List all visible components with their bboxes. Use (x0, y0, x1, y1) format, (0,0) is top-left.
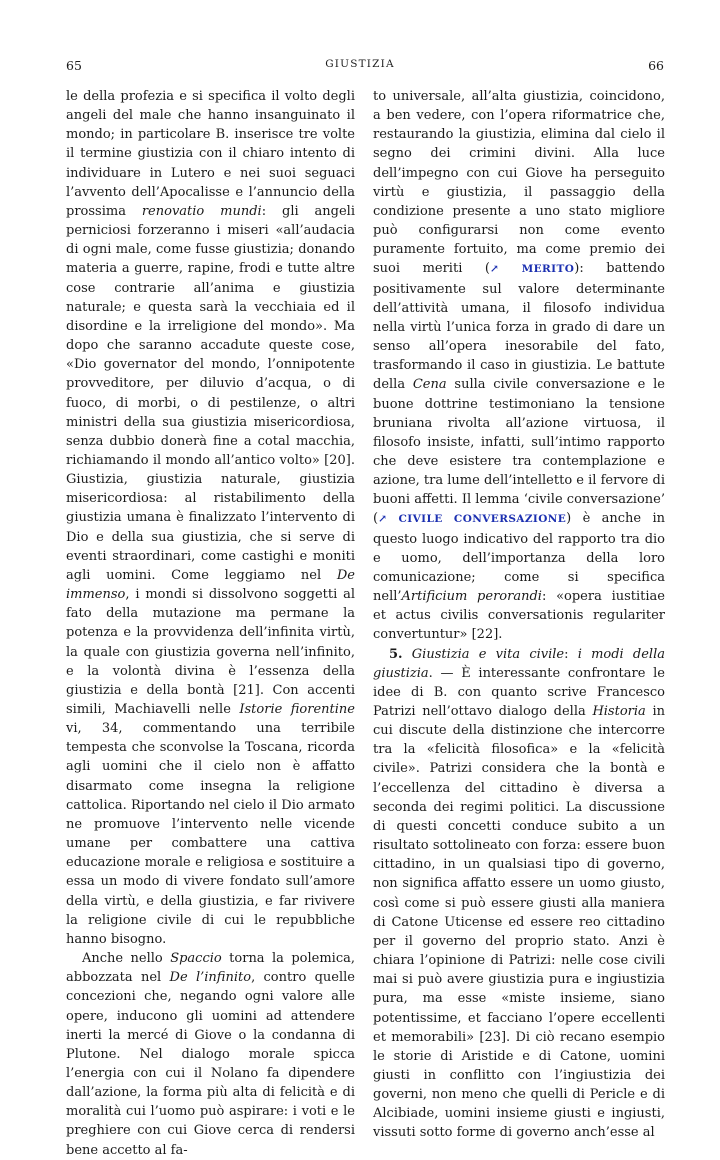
text-run: ): battendo positivamente sul valore determinante dell’attività umana, il filosofo individua nella virtù l’unica forza in grado di dare un senso all’opera inesorabile del fato, trasformando il caso in giustizia. Le battute della (373, 261, 665, 393)
cross-reference-link-civile-conversazione[interactable]: ↗ CIVILE CONVERSAZIONE (378, 513, 567, 526)
right-text-column (373, 87, 665, 1143)
cross-reference-link-merito[interactable]: ↗ MERITO (489, 263, 575, 276)
text-run: , i mondi si dissolvono soggetti al fato della mutazione ma permane la potenza e la provvidenza dell’infinita virtù, la quale con giustizia governa nell’infinito, e la volontà divina è l’essenza della giustizia e della bontà [21]. Con accenti simili, Machiavelli nelle (66, 587, 355, 717)
text-run: : «opera iustitiae et actus civilis conversationis regulariter convertuntur» [22]. (373, 589, 665, 643)
text-run: . — È interessante confrontare le idee di B. con quanto scrive Francesco Patrizi nell’ottavo dialogo della (373, 665, 665, 719)
right-page-number: 66 (648, 58, 664, 73)
work-title: De l’infinito (169, 970, 252, 986)
text-run: Anche nello (82, 951, 171, 967)
left-paragraph-2 (66, 949, 355, 1160)
right-paragraph-1 (373, 87, 665, 645)
work-title: Spaccio (170, 951, 222, 967)
text-run: : (564, 646, 578, 662)
left-page-number: 65 (66, 58, 82, 73)
section-subheading: i modi della giustizia (373, 646, 665, 681)
work-title: Artificium perorandi (401, 589, 542, 605)
text-run: : gli angeli perniciosi forzeranno i miseri «all’audacia di ogni male, come fusse giustizia; donando materia a guerre, rapine, frodi e tutte altre cose contrarie all’anima e giustizia naturale; e questa sarà la vecchiaia ed il disordine e la irreligione del mondo». Ma dopo che saranno accadute queste cose, «Dio governator del mondo, l’onnipotente provveditore, per diluvio d’acqua, o di fuoco, di morbi, o di pestilenze, o altri ministri della sua giustizia misericordiosa, senza dubbio donerà fine a cotal macchia, richiamando il mondo all’antico volto» [20]. Giustizia, giustizia naturale, giustizia misericordiosa: al ristabilimento della giustizia umana è finalizzato l’intervento di Dio e della sua giustizia, che si serve di eventi straordinari, come castighi e moniti agli uomini. Come leggiamo nel (66, 203, 355, 583)
text-run: in cui discute della distinzione che intercorre tra la «felicità filosofica» e la «felicità civile». Patrizi considera che la bontà e l’eccellenza del cittadino è diversa a seconda dei regimi politici. La discussione di questi concetti conduce subito a un risultato sottolineato con forza: essere buon cittadino, in un qualsiasi tipo di governo, non significa affatto essere un uomo giusto, così come si può essere giusti alla maniera di Catone Uticense ed essere reo cittadino per il governo del proprio stato. Anzi è chiara l’opinione di Patrizi: nelle cose civili mai si può avere giustizia pura e ingiustizia pura, ma esse «miste insieme, siano potentissime, et facciano l’opere eccellenti et memorabili» [23]. Di ciò recano esempio le storie di Aristide e di Catone, uomini giusti in conflitto con l’ingiustizia dei governi, non meno che quelli di Pericle e di Alcibiade, uomini insieme giusti e ingiusti, vissuti sotto forme di governo anch’esse al (373, 704, 666, 1141)
text-run: , contro quelle concezioni che, negando ogni valore alle opere, inducono gli uomini ad attendere inerti la mercé di Giove o la condanna di Plutone. Nel dialogo morale spicca l’energia con cui il Nolano fa dipendere dall’azione, la forma più alta di felicità e di moralità cui l’uomo può aspirare: i voti e le preghiere con cui Giove cerca di rendersi bene accetto al fa- (66, 970, 355, 1158)
text-run: torna la polemica, abbozzata nel (66, 951, 355, 986)
text-run: sulla civile conversazione e le buone dottrine testimoniano la tensione bruniana rivolta all’azione virtuosa, il filosofo insiste, infatti, sull’intimo rapporto che deve esistere tra contemplazione e azione, tra lume dell’intelletto e il fervore di buoni affetti. Il lemma ‘civile conversazione’ ( (373, 377, 665, 527)
left-paragraph-1 (66, 87, 355, 949)
text-run: to universale, all’alta giustizia, coincidono, a ben vedere, con l’opera riformatrice che, restaurando la giustizia, elimina dal cielo il segno dei crimini divini. Alla luce dell’impegno con cui Giove ha perseguito virtù e giustizia, il passaggio della condizione presente a uno stato migliore può configurarsi non come evento puramente fortuito, ma come premio dei suoi meriti ( (373, 89, 665, 277)
text-run: ) è anche in questo luogo indicativo del rapporto tra dio e uomo, dell’importanza della loro comunicazione; come si specifica nell’ (373, 511, 665, 605)
work-title: Istorie fiorentine (239, 702, 355, 717)
section-heading: Giustizia e vita civile (411, 646, 565, 662)
work-title: Cena (412, 377, 447, 393)
text-run: le della profezia e si specifica il volto degli angeli del male che hanno insanguinato il mondo; in particolare B. inserisce tre volte il termine giustizia con il chiaro intento di individuare in Lutero e nei suoi seguaci l’avvento dell’Apocalisse e l’annuncio della prossima (66, 89, 355, 219)
italic-term: renovatio mundi (141, 203, 262, 219)
left-text-column (66, 87, 355, 1160)
running-title: GIUSTIZIA (325, 58, 395, 70)
section-number: 5. (389, 646, 403, 662)
text-run: vi, 34, commentando una terribile tempesta che sconvolse la Toscana, ricorda agli uomini che il cielo non è affatto disarmato come insegna la religione cattolica. Riportando nel cielo il Dio armato ne promuove l’intervento nelle vicende umane per combattere una cattiva educazione morale e religiosa e sostituire a essa un modo di vivere fondato sull’amore della virtù, e della giustizia, e far rivivere la religione civile di cui le repubbliche hanno bisogno. (66, 721, 355, 947)
right-paragraph-2 (373, 645, 665, 1143)
work-title: Historia (592, 704, 646, 719)
work-title: De immenso (66, 567, 355, 603)
